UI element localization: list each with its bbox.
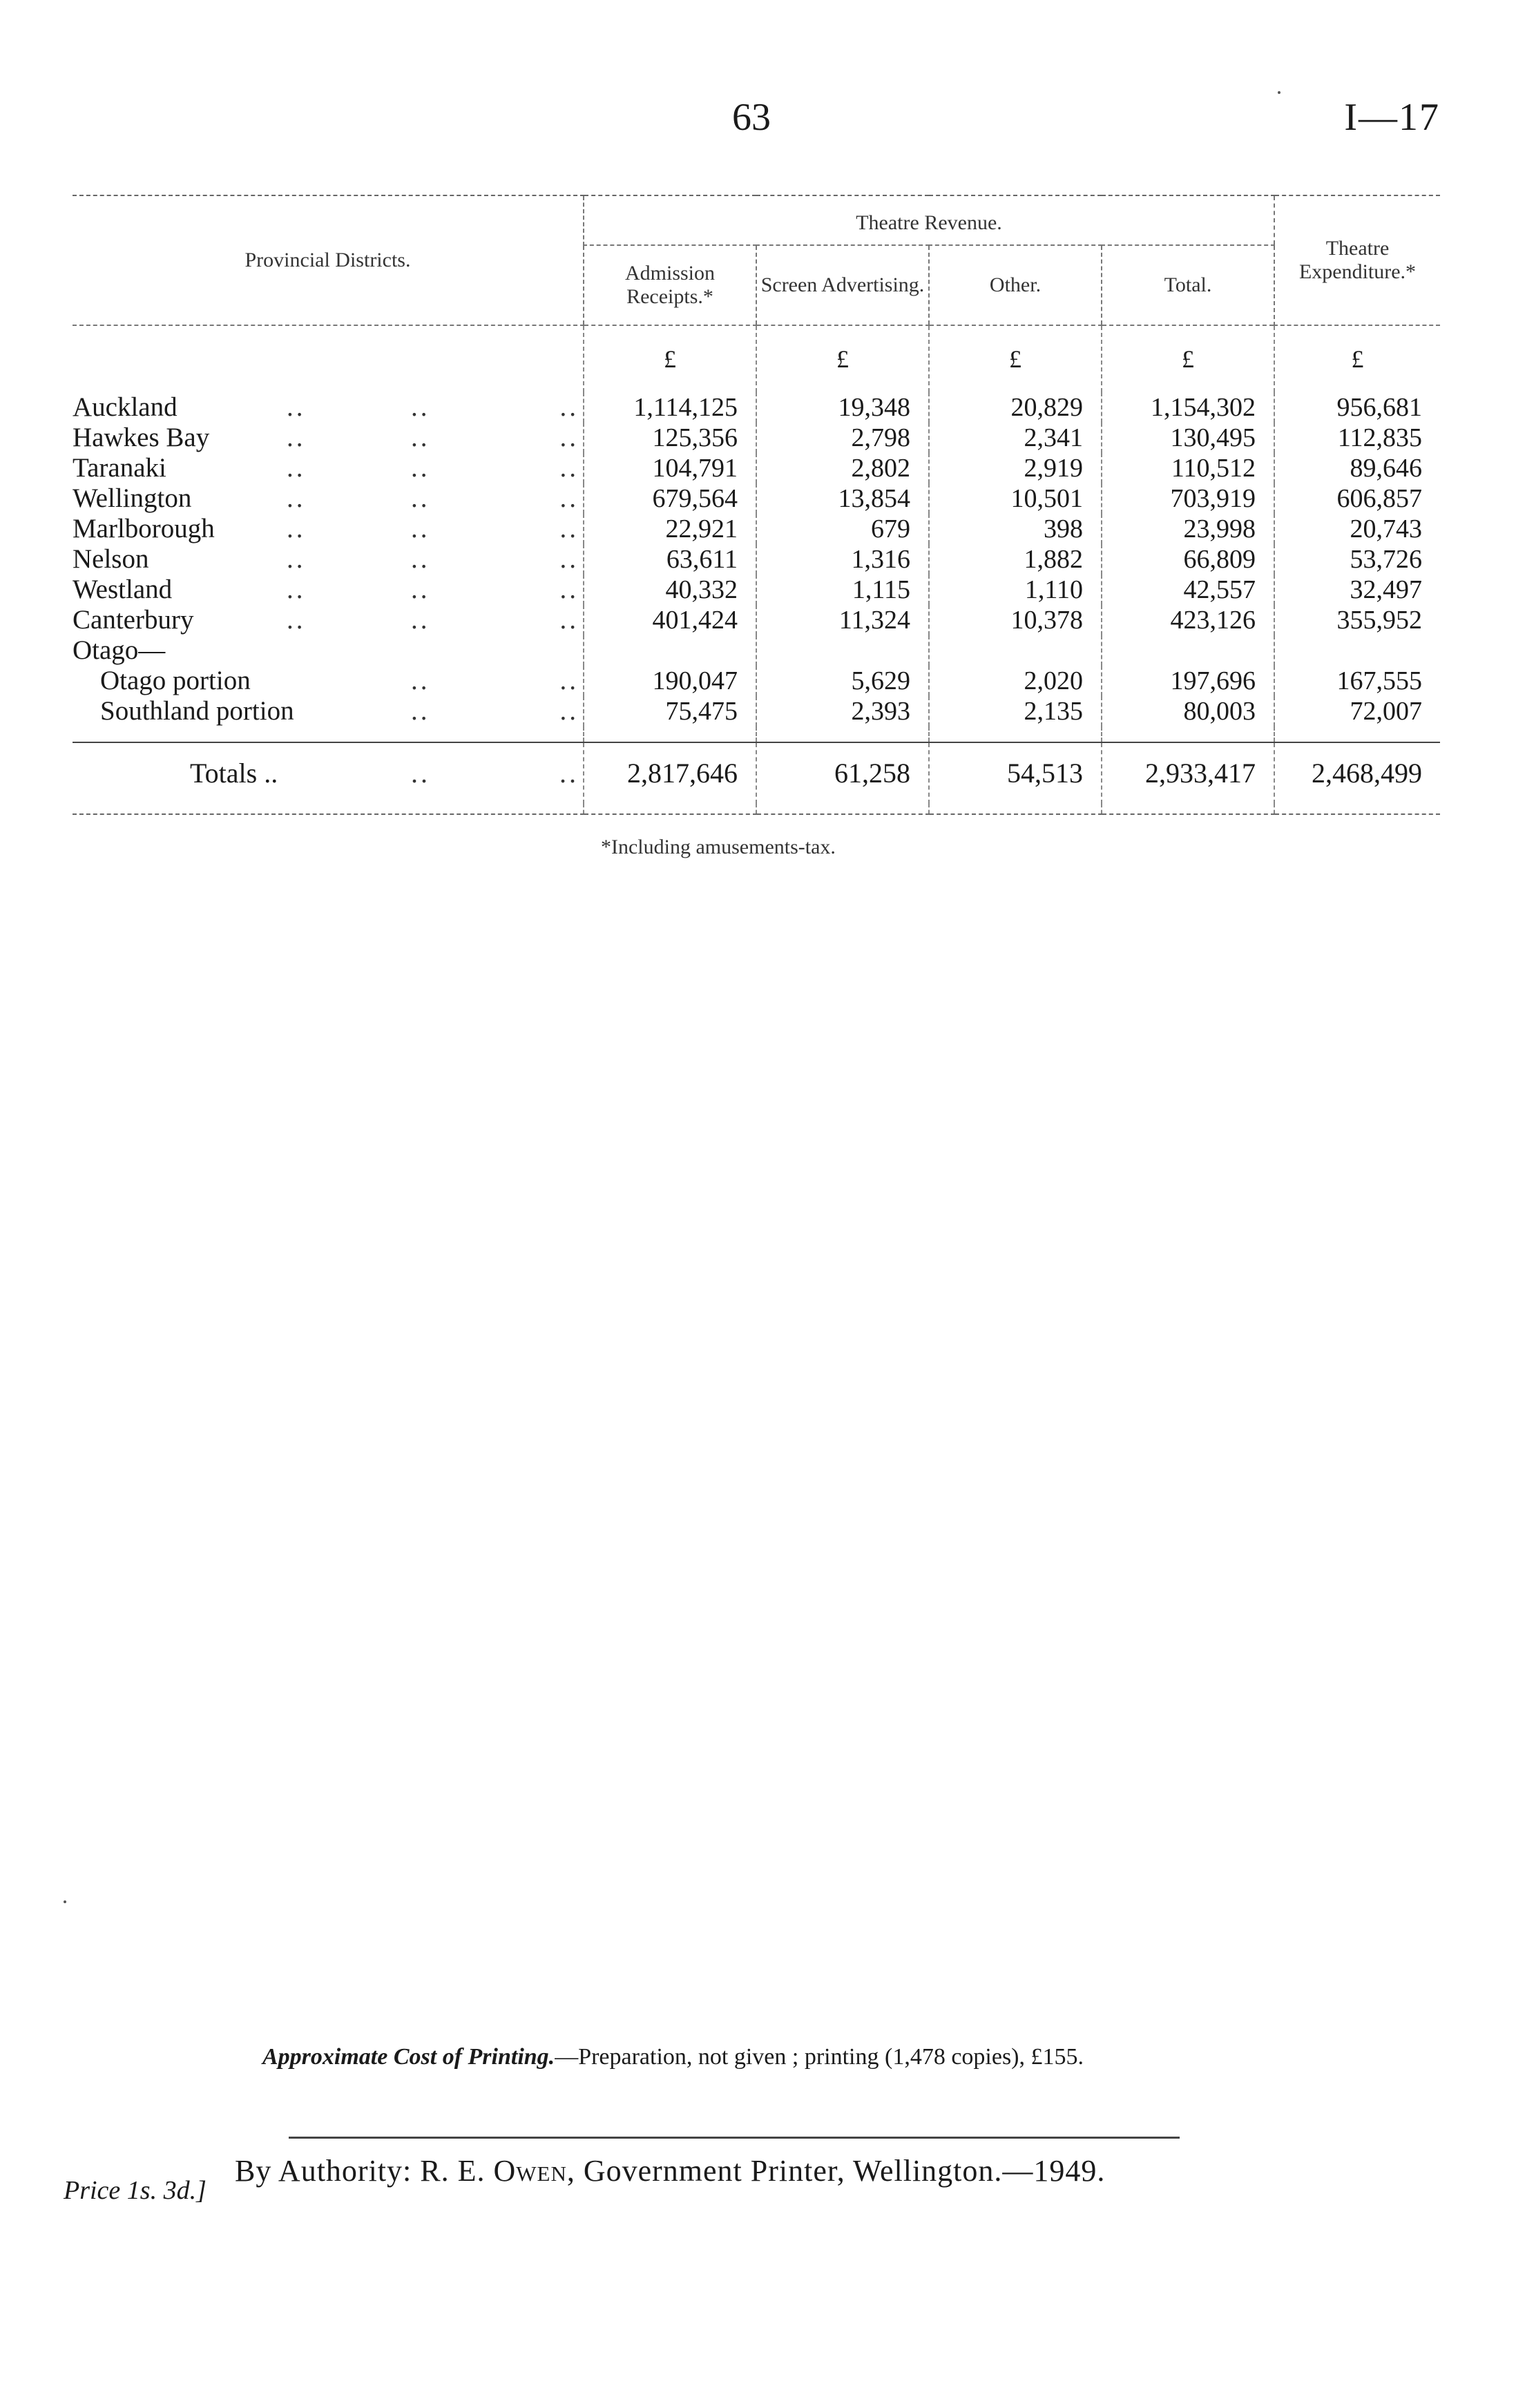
leader-dots: ..	[411, 423, 430, 452]
expenditure-cell: 72,007	[1274, 696, 1440, 726]
table-row	[73, 483, 1440, 514]
other-cell: 2,020	[929, 666, 1102, 696]
total-cell: 80,003	[1102, 696, 1274, 726]
admission-cell: 63,611	[584, 544, 756, 575]
divider	[289, 2137, 1180, 2139]
admission-cell: 190,047	[584, 666, 756, 696]
leader-dots: ..	[559, 514, 579, 543]
leader-dots: ..	[287, 514, 306, 543]
expenditure-total: 2,468,499	[1274, 742, 1440, 804]
other-cell: 2,341	[929, 423, 1102, 453]
leader-dots: ..	[411, 544, 430, 574]
price-note: Price 1s. 3d.]	[64, 2176, 207, 2205]
other-cell: 1,110	[929, 575, 1102, 605]
expenditure-cell: 956,681	[1274, 392, 1440, 423]
total-cell: 197,696	[1102, 666, 1274, 696]
district-name: Hawkes Bay	[73, 423, 210, 452]
document-reference: I—17	[1344, 96, 1440, 139]
other-cell: 2,919	[929, 453, 1102, 483]
expenditure-cell: 53,726	[1274, 544, 1440, 575]
district-name: Wellington	[73, 483, 192, 513]
leader-dots: ..	[559, 453, 579, 483]
leader-dots: ..	[411, 453, 430, 483]
leader-dots: ..	[411, 483, 430, 513]
other-cell: 1,882	[929, 544, 1102, 575]
cost-text: —Preparation, not given ; printing (1,478 copies), £155.	[555, 2044, 1084, 2070]
leader-dots: ..	[559, 392, 579, 422]
total-total: 2,933,417	[1102, 742, 1274, 804]
total-revenue-header: Total.	[1102, 245, 1274, 325]
leader-dots: ..	[411, 514, 430, 543]
leader-dots: ..	[411, 605, 430, 635]
other-cell: 10,501	[929, 483, 1102, 514]
leader-dots: ..	[287, 392, 306, 422]
leader-dots: ..	[287, 423, 306, 452]
other-cell: 2,135	[929, 696, 1102, 726]
leader-dots: ..	[559, 758, 579, 789]
leader-dots: ..	[287, 544, 306, 574]
theatre-revenue-header: Theatre Revenue.	[584, 195, 1274, 245]
expenditure-cell: 89,646	[1274, 453, 1440, 483]
leader-dots: ..	[559, 423, 579, 452]
other-cell: 398	[929, 514, 1102, 544]
leader-dots: ..	[411, 575, 430, 604]
expenditure-cell: 20,743	[1274, 514, 1440, 544]
total-cell: 703,919	[1102, 483, 1274, 514]
total-cell: 110,512	[1102, 453, 1274, 483]
district-name: Otago portion	[100, 666, 251, 695]
otago-group-row	[73, 635, 1440, 666]
currency-symbol: £	[756, 325, 929, 392]
totals-row	[73, 742, 1440, 804]
admission-cell: 75,475	[584, 696, 756, 726]
admission-cell: 679,564	[584, 483, 756, 514]
admission-cell: 1,114,125	[584, 392, 756, 423]
table-row	[73, 575, 1440, 605]
expenditure-cell: 355,952	[1274, 605, 1440, 635]
expenditure-cell: 167,555	[1274, 666, 1440, 696]
leader-dots: ..	[559, 483, 579, 513]
district-name: Southland portion	[100, 696, 294, 726]
screen-cell: 2,802	[756, 453, 929, 483]
leader-dots: ..	[287, 453, 306, 483]
leader-dots: ..	[264, 758, 278, 789]
leader-dots: ..	[287, 575, 306, 604]
theatre-expenditure-header: Theatre Expenditure.*	[1274, 195, 1440, 325]
authority-rest: Government Printer, Wellington.—1949.	[583, 2154, 1106, 2188]
leader-dots: ..	[287, 483, 306, 513]
district-name: Marlborough	[73, 514, 215, 543]
table-row	[73, 696, 1440, 726]
total-cell: 42,557	[1102, 575, 1274, 605]
print-speck	[64, 1900, 66, 1903]
screen-cell: 5,629	[756, 666, 929, 696]
leader-dots: ..	[559, 696, 579, 726]
screen-cell: 11,324	[756, 605, 929, 635]
page-number: 63	[732, 96, 771, 139]
table-row	[73, 453, 1440, 483]
leader-dots: ..	[411, 758, 430, 789]
district-name: Canterbury	[73, 605, 194, 635]
other-revenue-header: Other.	[929, 245, 1102, 325]
leader-dots: ..	[559, 666, 579, 695]
print-speck	[1278, 91, 1280, 94]
table-row	[73, 423, 1440, 453]
district-name: Nelson	[73, 544, 149, 574]
screen-total: 61,258	[756, 742, 929, 804]
leader-dots: ..	[411, 392, 430, 422]
total-cell: 23,998	[1102, 514, 1274, 544]
expenditure-cell: 606,857	[1274, 483, 1440, 514]
district-name: Westland	[73, 575, 173, 604]
other-total: 54,513	[929, 742, 1102, 804]
currency-symbol: £	[584, 325, 756, 392]
leader-dots: ..	[411, 666, 430, 695]
total-cell: 423,126	[1102, 605, 1274, 635]
admission-cell: 22,921	[584, 514, 756, 544]
other-cell: 10,378	[929, 605, 1102, 635]
screen-cell: 19,348	[756, 392, 929, 423]
admission-total: 2,817,646	[584, 742, 756, 804]
total-cell: 66,809	[1102, 544, 1274, 575]
district-name: Taranaki	[73, 453, 166, 483]
table-row	[73, 605, 1440, 635]
screen-cell: 2,798	[756, 423, 929, 453]
district-column-header: Provincial Districts.	[73, 195, 584, 325]
currency-symbol: £	[929, 325, 1102, 392]
leader-dots: ..	[559, 544, 579, 574]
admission-cell: 104,791	[584, 453, 756, 483]
currency-symbol: £	[1274, 325, 1440, 392]
screen-advertising-header: Screen Advertising.	[756, 245, 929, 325]
cost-label: Approximate Cost of Printing.	[262, 2044, 555, 2070]
screen-cell: 13,854	[756, 483, 929, 514]
otago-group-label: Otago—	[73, 635, 166, 665]
leader-dots: ..	[287, 605, 306, 635]
table-row	[73, 544, 1440, 575]
leader-dots: ..	[559, 605, 579, 635]
theatre-statistics-table	[73, 195, 1440, 815]
admission-receipts-header: Admission Receipts.*	[584, 245, 756, 325]
screen-cell: 2,393	[756, 696, 929, 726]
total-cell: 1,154,302	[1102, 392, 1274, 423]
table-row	[73, 666, 1440, 696]
screen-cell: 1,316	[756, 544, 929, 575]
expenditure-cell: 112,835	[1274, 423, 1440, 453]
printing-cost-note	[262, 2044, 1084, 2070]
admission-cell: 125,356	[584, 423, 756, 453]
table-row	[73, 514, 1440, 544]
leader-dots: ..	[411, 696, 430, 726]
district-name: Auckland	[73, 392, 177, 422]
admission-cell: 40,332	[584, 575, 756, 605]
other-cell: 20,829	[929, 392, 1102, 423]
screen-cell: 1,115	[756, 575, 929, 605]
authority-prefix: By Authority:	[235, 2154, 412, 2188]
leader-dots: ..	[559, 575, 579, 604]
table-footnote: *Including amusements-tax.	[601, 836, 836, 858]
printer-name: R. E. Owen,	[420, 2154, 575, 2188]
table-row	[73, 392, 1440, 423]
screen-cell: 679	[756, 514, 929, 544]
expenditure-cell: 32,497	[1274, 575, 1440, 605]
admission-cell: 401,424	[584, 605, 756, 635]
total-cell: 130,495	[1102, 423, 1274, 453]
printer-imprint	[235, 2153, 1105, 2188]
currency-unit-row	[73, 325, 1440, 392]
totals-label: Totals	[190, 758, 258, 789]
currency-symbol: £	[1102, 325, 1274, 392]
